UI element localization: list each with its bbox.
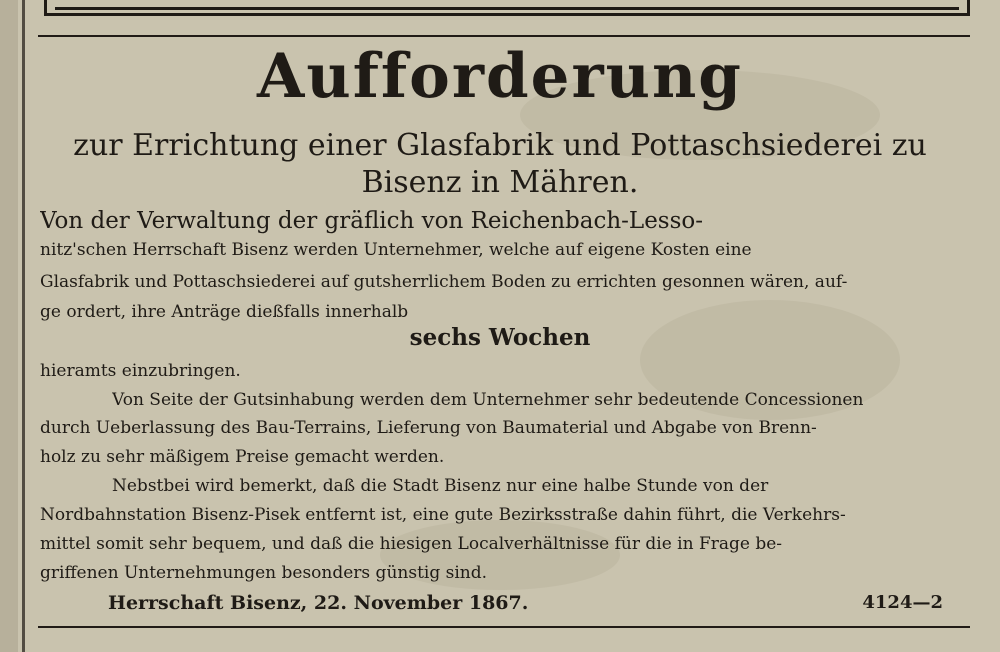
document-title: Aufforderung — [257, 41, 743, 112]
top-frame — [44, 0, 970, 16]
footer-place-date: Herrschaft Bisenz, 22. November 1867. — [108, 592, 529, 614]
footer-code: 4124—2 — [862, 592, 943, 613]
body-line-12: mittel somit sehr bequem, und daß die hiesigen Localverhältnisse für die in Frage be- — [40, 534, 783, 554]
top-frame-inner-rule — [55, 7, 959, 10]
body-line-10: Nebstbei wird bemerkt, daß die Stadt Bisenz nur eine halbe Stunde von der — [112, 476, 769, 496]
body-line-9: holz zu sehr mäßigem Preise gemacht werden. — [40, 447, 445, 467]
body-line-8: durch Ueberlassung des Bau-Terrains, Lieferung von Baumaterial und Abgabe von Brenn- — [40, 418, 817, 438]
bottom-divider — [38, 626, 970, 628]
body-line-7: Von Seite der Gutsinhabung werden dem Unternehmer sehr bedeutende Concessionen — [112, 390, 864, 410]
emphasis-line: sechs Wochen — [409, 326, 591, 350]
subtitle-line-1: zur Errichtung einer Glasfabrik und Pottaschsiederei zu — [73, 128, 927, 163]
body-line-6: hieramts einzubringen. — [40, 361, 241, 381]
top-divider — [38, 35, 970, 37]
body-line-4: ge ordert, ihre Anträge dießfalls innerhalb — [40, 302, 409, 322]
subtitle-line-2: Bisenz in Mähren. — [361, 165, 639, 200]
body-line-11: Nordbahnstation Bisenz-Pisek entfernt ist, eine gute Bezirksstraße dahin führt, die Verkehrs- — [40, 505, 846, 525]
body-line-1: Von der Verwaltung der gräflich von Reichenbach-Lesso- — [40, 208, 704, 234]
body-line-13: griffenen Unternehmungen besonders günstig sind. — [40, 563, 488, 583]
body-line-2: nitz'schen Herrschaft Bisenz werden Unternehmer, welche auf eigene Kosten eine — [40, 240, 752, 260]
body-line-3: Glasfabrik und Pottaschsiederei auf gutsherrlichem Boden zu errichten gesonnen wären, auf- — [40, 272, 848, 292]
